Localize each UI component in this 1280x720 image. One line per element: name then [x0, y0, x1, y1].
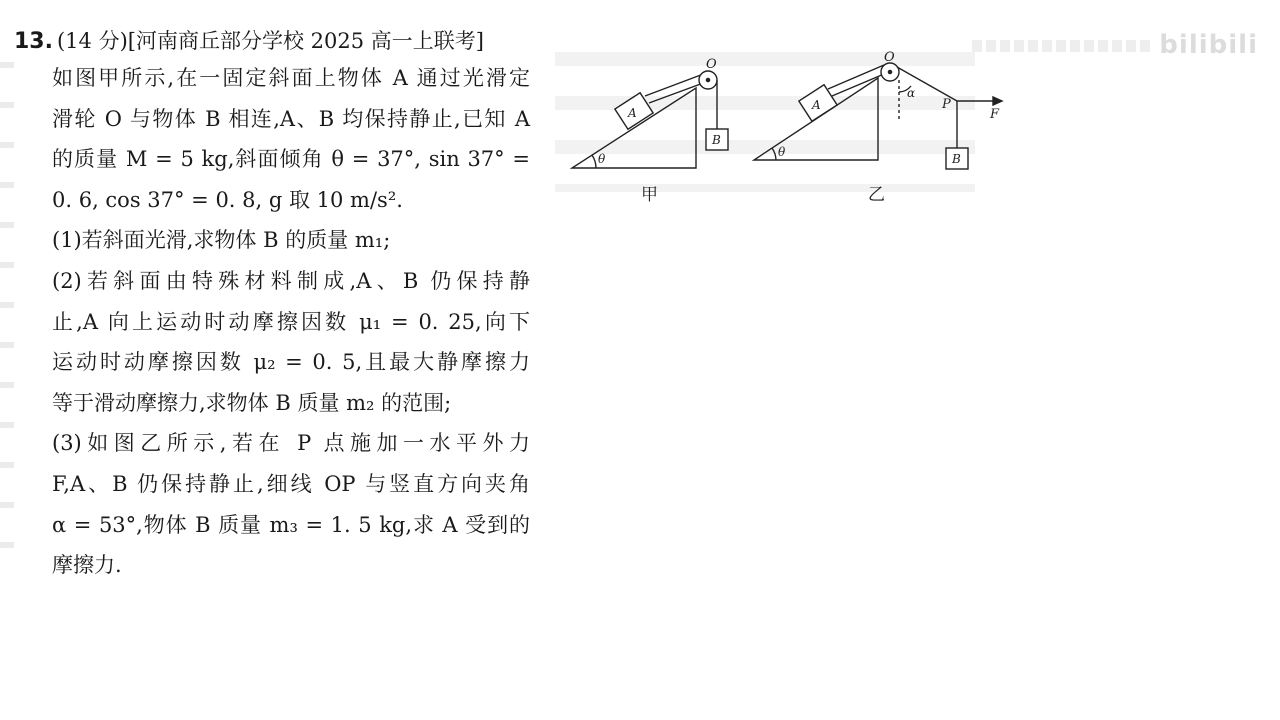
label-p-yi: P	[942, 97, 951, 112]
figure-yi	[754, 63, 1002, 169]
label-f-yi: F	[990, 107, 1000, 122]
label-alpha-yi: α	[907, 86, 916, 100]
force-f-arrowhead-yi	[993, 97, 1002, 105]
question-source: (14 分)[河南商丘部分学校 2025 高一上联考]	[56, 29, 484, 53]
pulley-axle-jia	[706, 78, 709, 81]
label-b-jia: B	[712, 133, 721, 147]
theta-arc-yi	[772, 148, 776, 160]
question-number: 13.	[14, 29, 53, 54]
question-line: F,A、B 仍保持静止,细线 OP 与竖直方向夹角	[52, 471, 530, 496]
question-line: 0. 6, cos 37° = 0. 8, g 取 10 m/s².	[52, 187, 403, 212]
question-line: 等于滑动摩擦力,求物体 B 质量 m₂ 的范围;	[52, 390, 452, 415]
label-theta-jia: θ	[598, 152, 606, 166]
label-a-yi: A	[812, 98, 821, 112]
bilibili-watermark: bilibili	[1159, 30, 1258, 60]
label-o-yi: O	[884, 50, 895, 65]
label-a-jia: A	[628, 106, 637, 120]
question-line: 滑轮 O 与物体 B 相连,A、B 均保持静止,已知 A	[52, 106, 530, 131]
question-line: 止,A 向上运动时动摩擦因数 μ₁ = 0. 25,向下	[52, 309, 530, 334]
pulley-axle-yi	[888, 70, 891, 73]
question-line: 的质量 M = 5 kg,斜面倾角 θ = 37°, sin 37° =	[52, 147, 530, 172]
caption-jia: 甲	[641, 185, 658, 205]
rope-op-yi	[897, 67, 957, 101]
label-theta-yi: θ	[778, 145, 786, 159]
label-o-jia: O	[706, 57, 717, 72]
question-line: 摩擦力.	[52, 553, 122, 578]
sub-question-2: (2)若斜面由特殊材料制成,A、B 仍保持静	[52, 268, 530, 293]
theta-arc-jia	[592, 155, 596, 168]
sub-question-3: (3)如图乙所示,若在 P 点施加一水平外力	[52, 431, 530, 456]
rope-a-to-pulley-yi-2	[832, 74, 884, 96]
sub-question-1: (1)若斜面光滑,求物体 B 的质量 m₁;	[52, 228, 391, 253]
label-b-yi: B	[952, 152, 961, 166]
question-line: 如图甲所示,在一固定斜面上物体 A 通过光滑定	[52, 66, 530, 90]
caption-yi: 乙	[868, 185, 885, 205]
figure-jia	[572, 71, 728, 168]
question-line: α = 53°,物体 B 质量 m₃ = 1. 5 kg,求 A 受到的	[52, 512, 530, 537]
question-line: 运动时动摩擦因数 μ₂ = 0. 5,且最大静摩擦力	[52, 350, 530, 375]
